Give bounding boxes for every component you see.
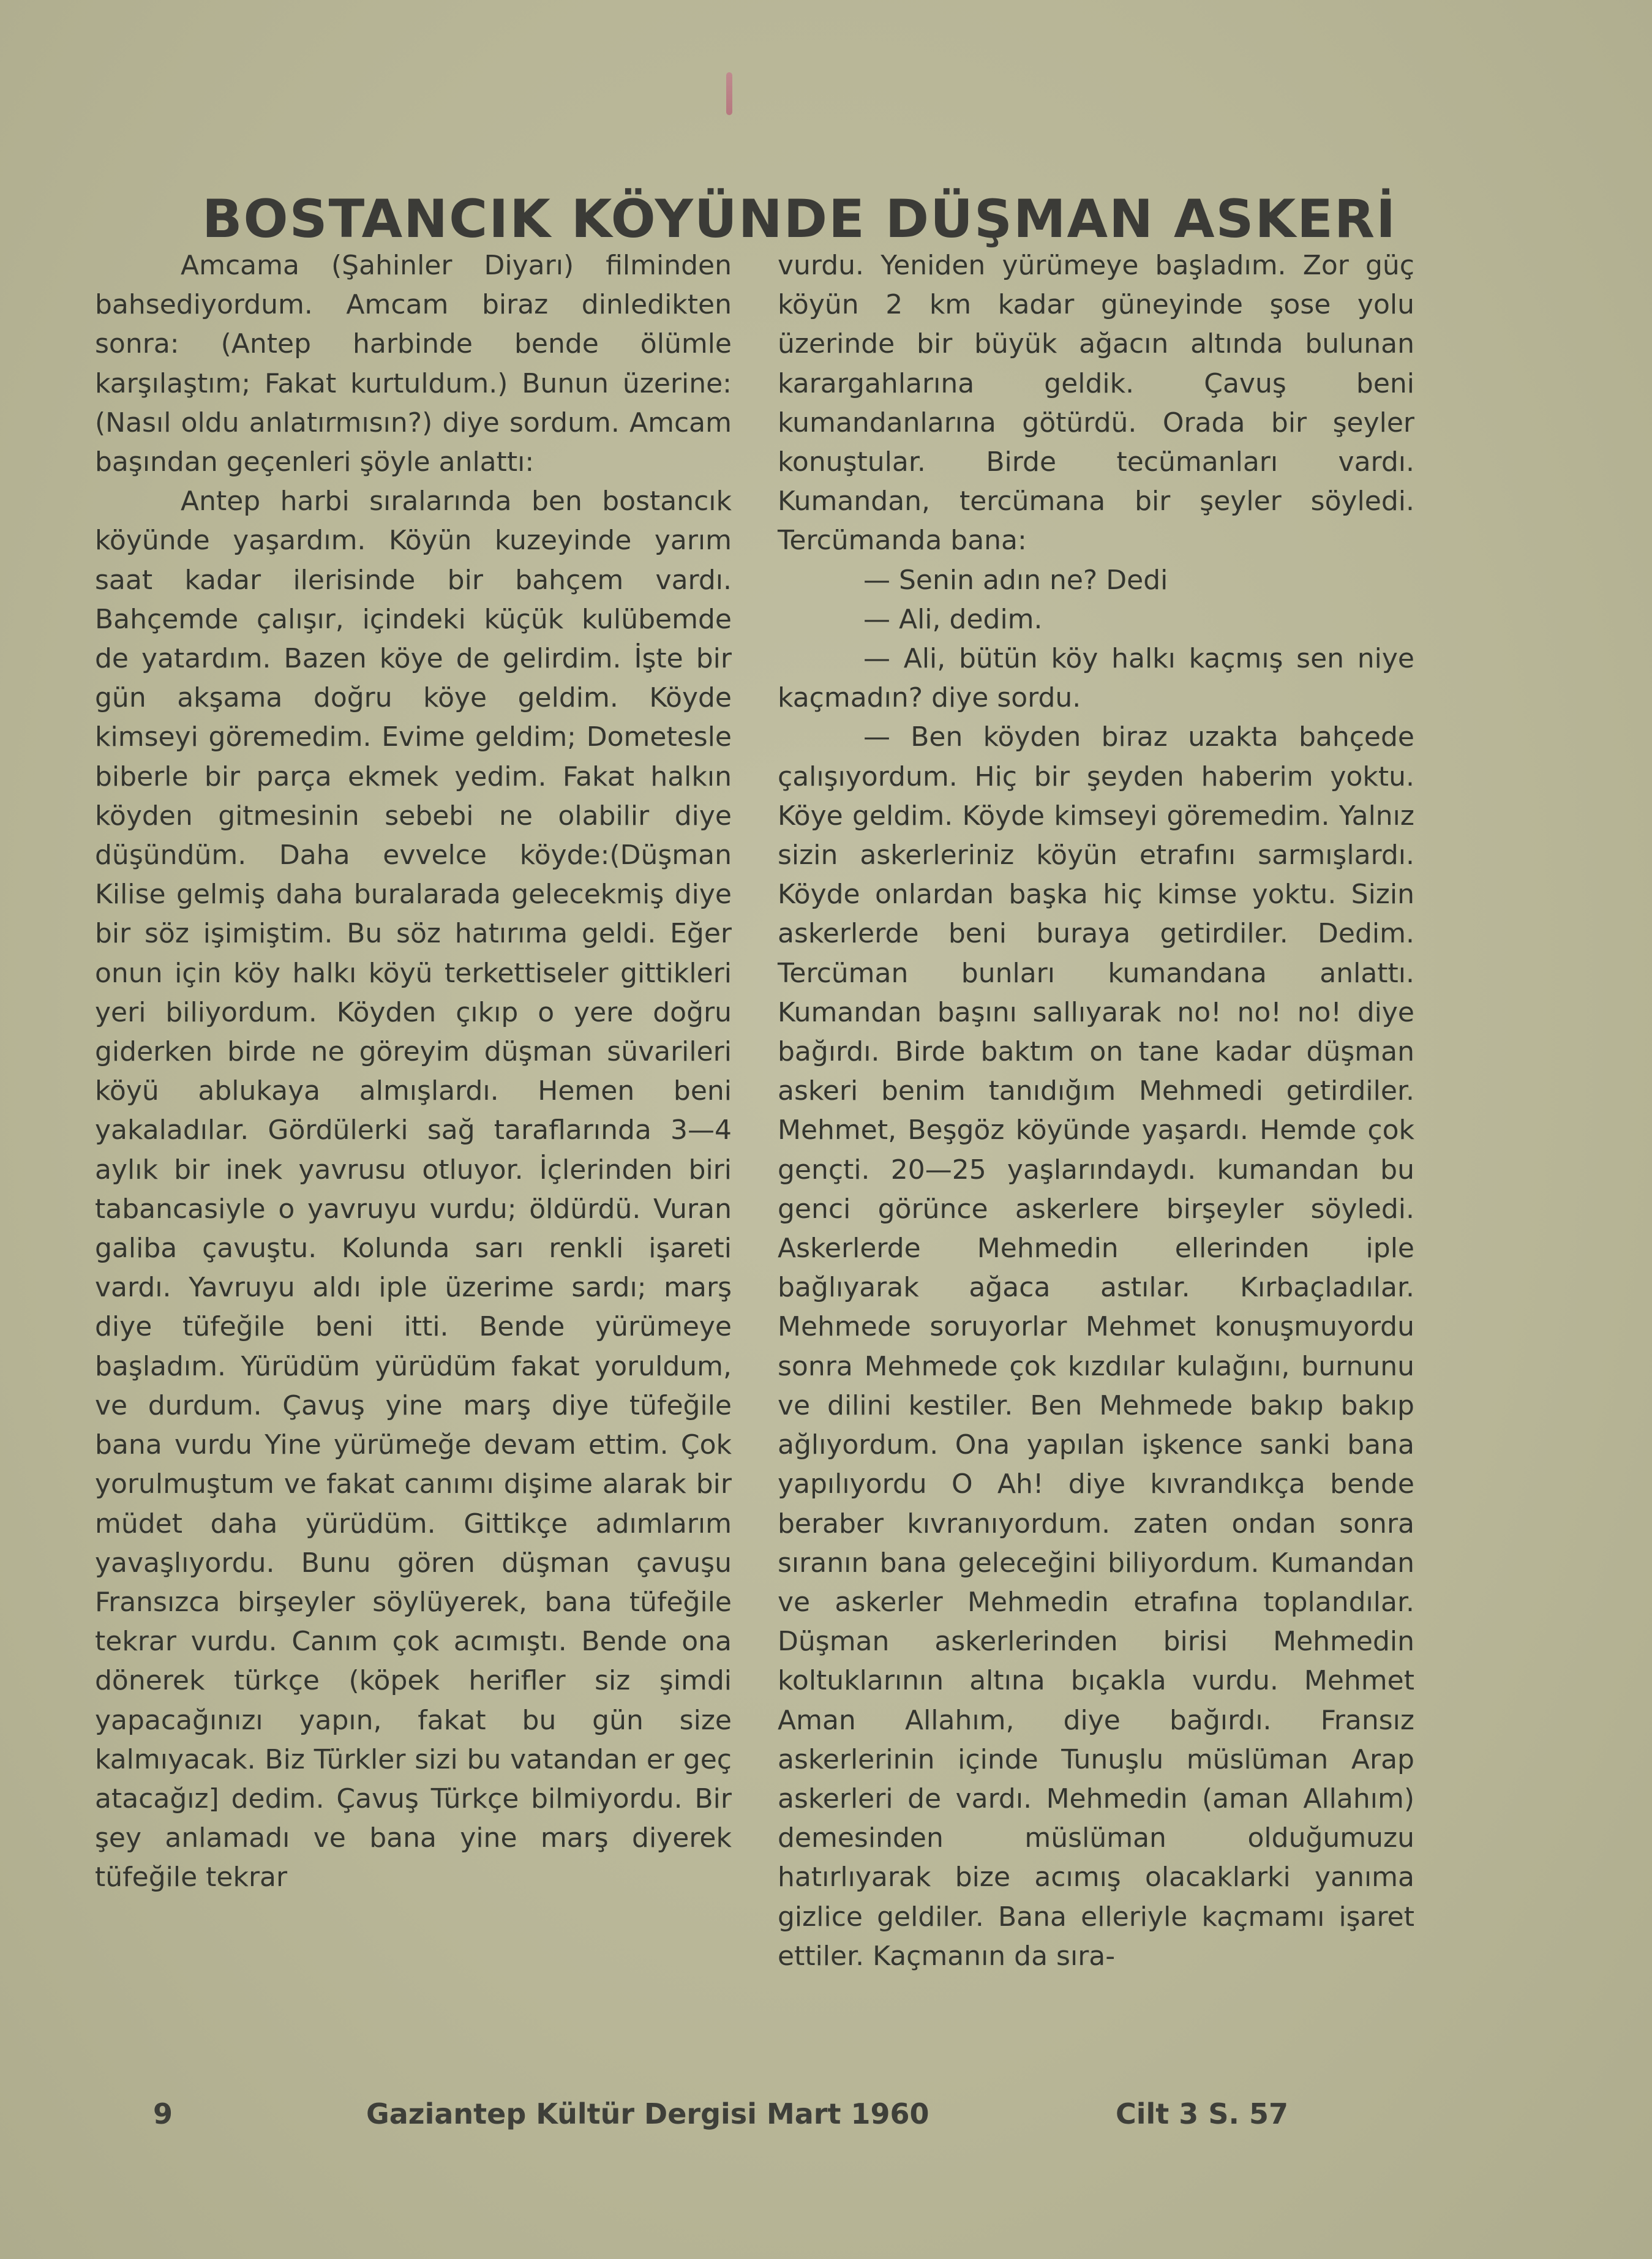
- article-title: BOSTANCIK KÖYÜNDE DÜŞMAN ASKERİ: [202, 188, 1397, 250]
- dialogue-line: — Ali, bütün köy halkı kaçmış sen niye kaçmadın? diye sordu.: [778, 643, 1414, 714]
- left-column: [95, 246, 732, 1898]
- right-column: [778, 246, 1414, 1976]
- ink-mark: [726, 72, 732, 115]
- dialogue-line: — Ben köyden biraz uzakta bahçede çalışıyordum. Hiç bir şeyden haberim yoktu. Köye geldim. Köyde kimseyi göremedim. Yalnız sizin askerleriniz köyün etrafını sarmışlardı. Köyde onlardan başka hiç kimse yoktu. Sizin askerlerde beni buraya getirdiler. Dedim. Tercüman bunları kumandana anlattı. Kumandan başını sallıyarak no! no! no! diye bağırdı. Birde baktım on tane kadar düşman askeri benim tanıdığım Mehmedi getirdiler. Mehmet, Beşgöz köyünde yaşardı. Hemde çok gençti. 20—25 yaşlarındaydı. kumandan bu genci görünce askerlere birşeyler söyledi. Askerlerde Mehmedin ellerinden iple bağlıyarak ağaca astılar. Kırbaçladılar. Mehmede soruyorlar Mehmet konuşmuyordu sonra Mehmede çok kızdılar kulağını, burnunu ve dilini kestiler. Ben Mehmede bakıp bakıp ağlıyordum. Ona yapılan işkence sanki bana yapılıyordu O Ah! diye kıvrandıkça bende beraber kıvranıyordum. zaten ondan sonra sıranın bana geleceğini biliyordum. Kumandan ve askerler Mehmedin etrafına toplandılar. Düşman askerlerinden birisi Mehmedin koltuklarının altına bıçakla vurdu. Mehmet Aman Allahım, diye bağırdı. Fransız askerlerinin içinde Tunuşlu müslüman Arap askerleri de vardı. Mehmedin (aman Allahım) demesinden müslüman olduğumuzu hatırlıyarak bize acımış olacaklarki yanıma gizlice geldiler. Bana elleriyle kaçmamı işaret ettiler. Kaçmanın da sıra-: [778, 721, 1414, 1972]
- paragraph: vurdu. Yeniden yürümeye başladım. Zor güç köyün 2 km kadar güneyinde şose yolu üzerinde bir büyük ağacın altında bulunan karargahlarına geldik. Çavuş beni kumandanlarına götürdü. Orada bir şeyler konuştular. Birde tecümanları vardı. Kumandan, tercümana bir şeyler söyledi. Tercümanda bana:: [778, 250, 1414, 557]
- dialogue-line: — Ali, dedim.: [863, 603, 1043, 635]
- page-number: 9: [153, 2097, 173, 2130]
- volume-info: Cilt 3 S. 57: [1116, 2097, 1288, 2130]
- paragraph: Amcama (Şahinler Diyarı) filminden bahsediyordum. Amcam biraz dinledikten sonra: (Antep harbinde bende ölümle karşılaştım; Fakat kurtuldum.) Bunun üzerine: (Nasıl oldu anlatırmısın?) diye sordum. Amcam başından geçenleri şöyle anlattı:: [95, 250, 732, 478]
- paragraph: Antep harbi sıralarında ben bostancık köyünde yaşardım. Köyün kuzeyinde yarım saat kadar ilerisinde bir bahçem vardı. Bahçemde çalışır, içindeki küçük kulübemde de yatardım. Bazen köye de gelirdim. İşte bir gün akşama doğru köye geldim. Köyde kimseyi göremedim. Evime geldim; Dometesle biberle bir parça ekmek yedim. Fakat halkın köyden gitmesinin sebebi ne olabilir diye düşündüm. Daha evvelce köyde:(Düşman Kilise gelmiş daha buralarada gelecekmiş diye bir söz işimiştim. Bu söz hatırıma geldi. Eğer onun için köy halkı köyü terkettiseler gittikleri yeri biliyordum. Köyden çıkıp o yere doğru giderken birde ne göreyim düşman süvarileri köyü ablukaya almışlardı. Hemen beni yakaladılar. Gördülerki sağ taraflarında 3—4 aylık bir inek yavrusu otluyor. İçlerinden biri tabancasiyle o yavruyu vurdu; öldürdü. Vuran galiba çavuştu. Kolunda sarı renkli işareti vardı. Yavruyu aldı iple üzerime sardı; marş diye tüfeğile beni itti. Bende yürümeye başladım. Yürüdüm yürüdüm fakat yoruldum, ve durdum. Çavuş yine marş diye tüfeğile bana vurdu Yine yürümeğe devam ettim. Çok yorulmuştum ve fakat canımı dişime alarak bir müdet daha yürüdüm. Gittikçe adımlarım yavaşlıyordu. Bunu gören düşman çavuşu Fransızca birşeyler söylüyerek, bana tüfeğile tekrar vurdu. Canım çok acımıştı. Bende ona dönerek türkçe (köpek herifler siz şimdi yapacağınızı yapın, fakat bu gün size kalmıyacak. Biz Türkler sizi bu vatandan er geç atacağız] dedim. Çavuş Türkçe bilmiyordu. Bir şey anlamadı ve bana yine marş diyerek tüfeğile tekrar: [95, 486, 732, 1893]
- journal-info: Gaziantep Kültür Dergisi Mart 1960: [366, 2097, 929, 2130]
- dialogue-line: — Senin adın ne? Dedi: [863, 564, 1168, 596]
